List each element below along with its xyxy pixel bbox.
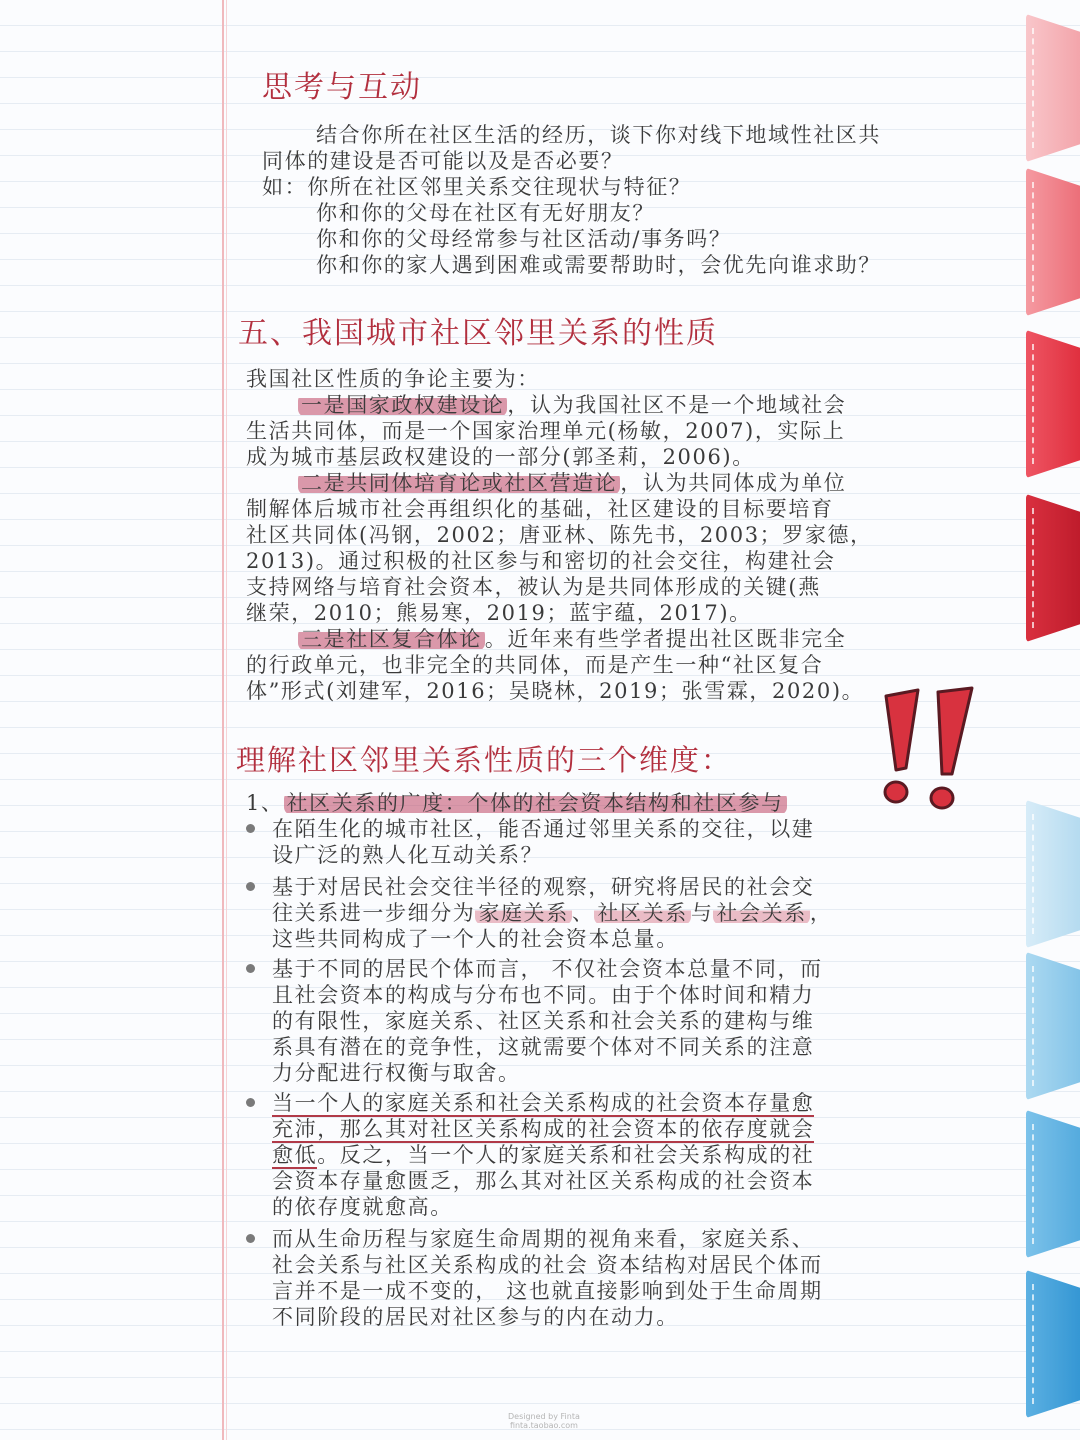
highlight-family-relations: 家庭关系 — [475, 901, 571, 925]
think-line-3: 如：你所在社区邻里关系交往现状与特征？ — [262, 175, 692, 199]
underline-text-3: 愈低 — [272, 1143, 318, 1167]
b2-line-2-start: 往关系进一步细分为 — [272, 901, 476, 925]
five-p2-l1 — [246, 470, 873, 496]
b4-line-1 — [272, 1090, 832, 1116]
five-p3-rest: 。近年来有些学者提出社区既非完全 — [484, 627, 847, 651]
highlight-social-relations: 社会关系 — [713, 901, 809, 925]
five-p1-rest: ，认为我国社区不是一个地域社会 — [507, 393, 847, 417]
five-p2-l2: 制解体后城市社会再组织化的基础，社区建设的目标要培育 — [246, 497, 834, 521]
think-block — [262, 122, 881, 278]
five-p1-l1 — [246, 392, 873, 418]
b3-line-3: 的有限性，家庭关系、社区关系和社会关系的建构与维 — [272, 1009, 815, 1033]
b3-line-4: 系具有潜在的竞争性，这就需要个体对不同关系的注意 — [272, 1035, 815, 1059]
tab-pink[interactable] — [1026, 168, 1080, 316]
bullet-dot — [246, 1234, 255, 1243]
underline-text-2: 充沛，那么其对社区关系构成的社会资本的依存度就会 — [272, 1117, 815, 1141]
tab-blue-dark[interactable] — [1026, 1270, 1080, 1418]
tab-blue[interactable] — [1026, 1110, 1080, 1258]
designer-credit — [508, 1412, 580, 1430]
bullet-3 — [272, 956, 832, 1086]
b1-line-2: 设广泛的熟人化互动关系？ — [272, 843, 544, 867]
bullet-list — [272, 816, 832, 1330]
bullet-dot — [246, 824, 255, 833]
highlight-breadth: 社区关系的广度：个体的社会资本结构和社区参与 — [284, 791, 787, 815]
bullet-dot — [246, 1098, 255, 1107]
b4-line-2 — [272, 1116, 832, 1142]
subheading-1 — [246, 790, 787, 816]
credit-line-1: Designed by Finta — [508, 1412, 580, 1421]
b5-line-3: 言并不是一成不变的， 这也就直接影响到处于生命周期 — [272, 1279, 823, 1303]
b4-line-3-rest: 。反之，当一个人的家庭关系和社会关系构成的社 — [317, 1143, 815, 1167]
think-line-4: 你和你的父母在社区有无好朋友？ — [316, 201, 655, 225]
five-p3-l2: 的行政单元，也非完全的共同体，而是产生一种“社区复合 — [246, 653, 824, 677]
tab-red[interactable] — [1026, 330, 1080, 478]
b3-line-2: 且社会资本的构成与分布也不同。由于个体时间和精力 — [272, 983, 815, 1007]
tab-blue-light[interactable] — [1026, 800, 1080, 948]
section-title-think: 思考与互动 — [262, 70, 422, 105]
b2-line-2-end: ， — [809, 901, 833, 925]
highlight-community-building: 二是共同体培育论或社区营造论 — [298, 471, 620, 495]
tab-dark-red[interactable] — [1026, 494, 1080, 642]
b1-line-1: 在陌生化的城市社区，能否通过邻里关系的交往，以建 — [272, 817, 815, 841]
underline-text-1: 当一个人的家庭关系和社会关系构成的社会资本存量愈 — [272, 1091, 815, 1115]
b3-line-1: 基于不同的居民个体而言， 不仅社会资本总量不同，而 — [272, 957, 823, 981]
b5-line-4: 不同阶段的居民对社区参与的内在动力。 — [272, 1305, 679, 1329]
five-p2-l4: 2013)。通过积极的社区参与和密切的社会交往，构建社会 — [246, 549, 836, 573]
index-tabs — [1022, 0, 1080, 1440]
five-p1-l3: 成为城市基层政权建设的一部分(郭圣莉，2006)。 — [246, 445, 755, 469]
highlight-complex: 三是社区复合体论 — [298, 627, 485, 651]
subheading-number: 1、 — [246, 791, 284, 815]
five-p1-l2: 生活共同体，而是一个国家治理单元(杨敏，2007)，实际上 — [246, 419, 846, 443]
b4-line-4: 会资本存量愈匮乏，那么其对社区关系构成的社会资本 — [272, 1169, 815, 1193]
think-line-5: 你和你的父母经常参与社区活动/事务吗？ — [316, 227, 732, 251]
five-p2-l3: 社区共同体(冯钢，2002；唐亚林、陈先书，2003；罗家德， — [246, 523, 873, 547]
bullet-5 — [272, 1226, 832, 1330]
margin-line-secondary — [226, 0, 227, 1440]
b2-line-2 — [272, 900, 832, 926]
five-p3-l1 — [246, 626, 873, 652]
bullet-dot — [246, 964, 255, 973]
highlight-state-building: 一是国家政权建设论 — [298, 393, 507, 417]
b4-line-3 — [272, 1142, 832, 1168]
tab-pink-light[interactable] — [1026, 14, 1080, 162]
five-intro: 我国社区性质的争论主要为： — [246, 367, 540, 391]
b5-line-2: 社会关系与社区关系构成的社会 资本结构对居民个体而 — [272, 1253, 823, 1277]
think-line-6: 你和你的家人遇到困难或需要帮助时，会优先向谁求助？ — [316, 253, 881, 277]
b2-sep-1: 、 — [571, 901, 595, 925]
five-p3-l3: 体”形式(刘建军，2016；吴晓林，2019；张雪霖，2020)。 — [246, 679, 865, 703]
tab-blue-pale[interactable] — [1026, 952, 1080, 1100]
b3-line-5: 力分配进行权衡与取舍。 — [272, 1061, 521, 1085]
margin-line — [222, 0, 224, 1440]
think-line-2: 同体的建设是否可能以及是否必要？ — [262, 149, 624, 173]
five-p2-l6: 继荣，2010；熊易寒，2019；蓝宇蕴，2017)。 — [246, 601, 752, 625]
b2-sep-2: 与 — [690, 901, 714, 925]
five-p2-l5: 支持网络与培育社会资本，被认为是共同体形成的关键(燕 — [246, 575, 821, 599]
think-line-1: 结合你所在社区生活的经历，谈下你对线下地域性社区共 — [316, 123, 881, 147]
section-title-three-dimensions: 理解社区邻里关系性质的三个维度： — [236, 743, 733, 777]
b2-line-3: 这些共同构成了一个人的社会资本总量。 — [272, 927, 679, 951]
b4-line-5: 的依存度就愈高。 — [272, 1195, 453, 1219]
section-title-five: 五、我国城市社区邻里关系的性质 — [238, 316, 718, 351]
b2-line-1: 基于对居民社会交往半径的观察，研究将居民的社会交 — [272, 875, 815, 899]
five-block — [246, 366, 873, 704]
b5-line-1: 而从生命历程与家庭生命周期的视角来看，家庭关系、 — [272, 1227, 815, 1251]
bullet-dot — [246, 882, 255, 891]
bullet-4 — [272, 1090, 832, 1220]
highlight-community-relations: 社区关系 — [594, 901, 690, 925]
double-exclamation-icon — [866, 682, 996, 814]
bullet-1 — [272, 816, 832, 868]
bullet-2 — [272, 874, 832, 952]
credit-line-2: finta.taobao.com — [509, 1421, 578, 1430]
five-p2-rest: ，认为共同体成为单位 — [620, 471, 847, 495]
